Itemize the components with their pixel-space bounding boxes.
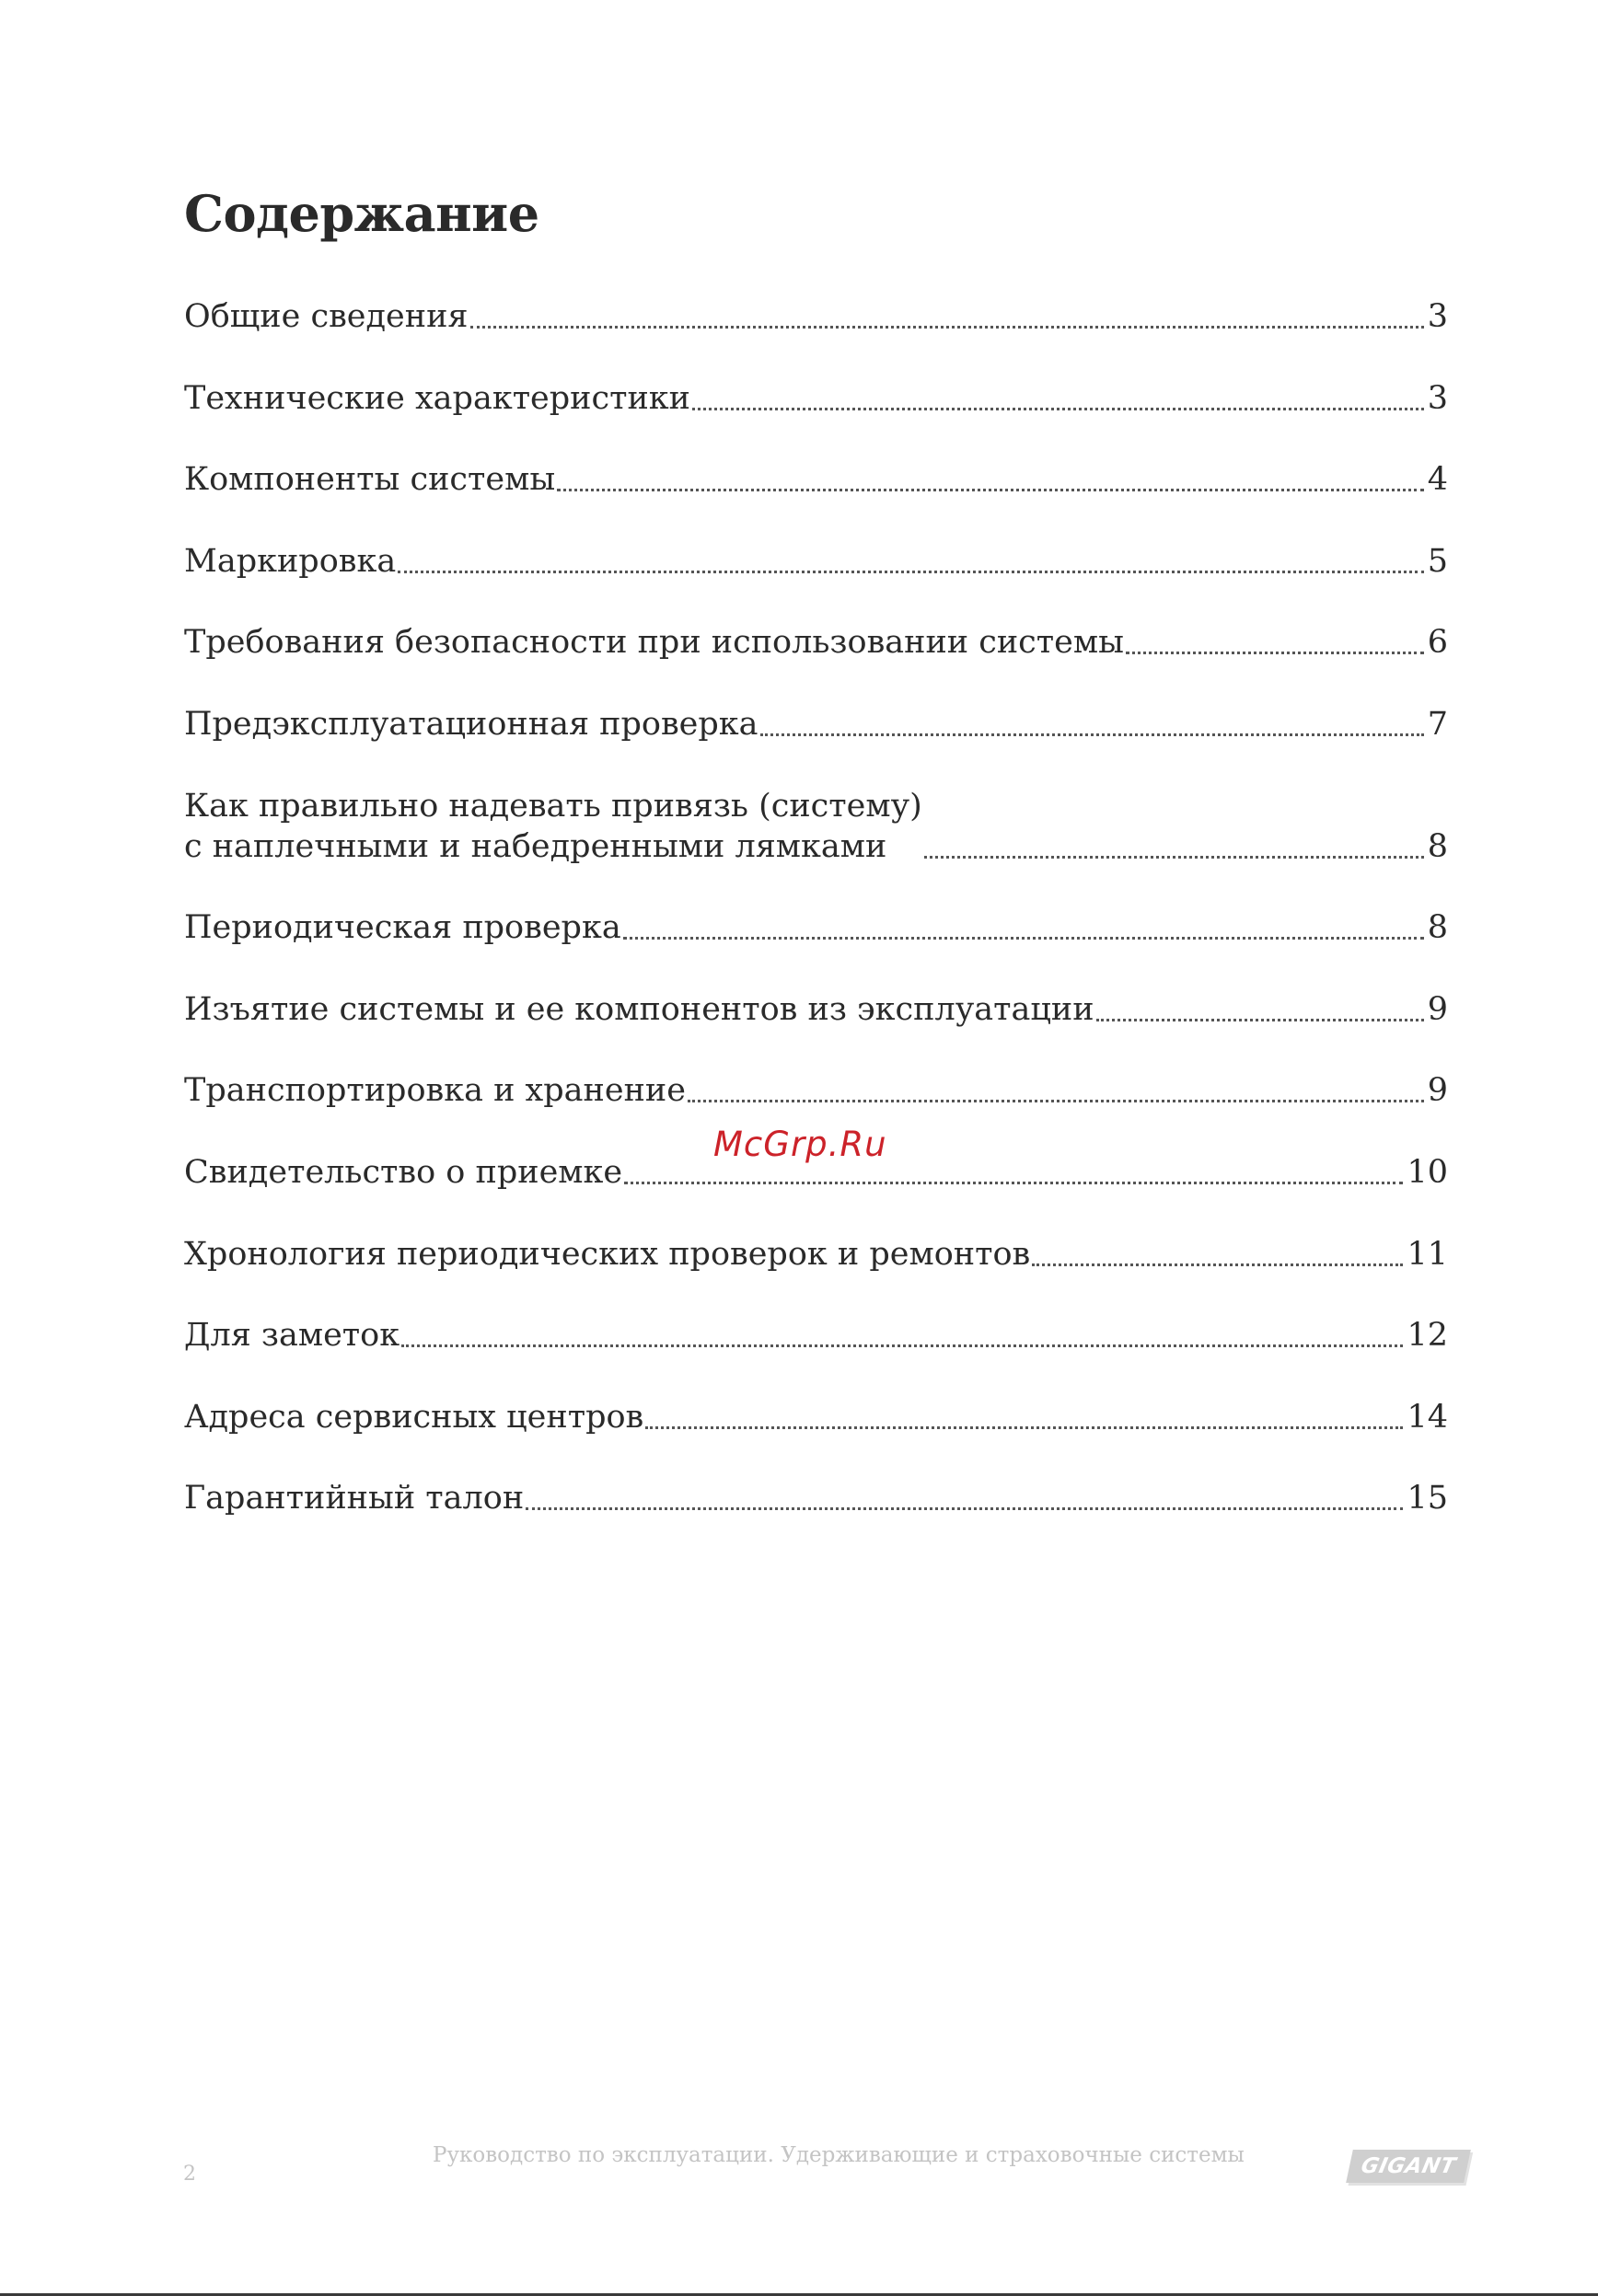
watermark: McGrp.Ru: [713, 1125, 887, 1164]
toc-entry[interactable]: [184, 786, 1448, 867]
toc-entry-page: 4: [1427, 461, 1448, 499]
toc-entry-label: Для заметок: [184, 1317, 400, 1355]
toc-entry[interactable]: [184, 989, 1448, 1030]
toc-entry-page: 3: [1427, 379, 1448, 417]
toc-entry-label: Хронология периодических проверок и ремонтов: [184, 1235, 1031, 1273]
toc-entry-label: Технические характеристики: [184, 379, 691, 417]
toc-entry-page: 15: [1407, 1480, 1448, 1517]
toc-entry-page: 11: [1407, 1235, 1448, 1273]
toc-entry-label: Компоненты системы: [184, 461, 556, 499]
toc-entry[interactable]: [184, 541, 1448, 582]
toc-entry-label: Адреса сервисных центров: [184, 1398, 644, 1436]
toc-entry-page: 12: [1407, 1317, 1448, 1355]
page-title: Содержание: [184, 184, 539, 243]
toc-entry-page: 8: [1427, 909, 1448, 947]
table-of-contents: [184, 296, 1448, 1560]
toc-leader-dots: [1032, 1263, 1403, 1266]
toc-leader-dots: [924, 856, 1424, 859]
toc-entry-label: Гарантийный талон: [184, 1480, 525, 1517]
toc-entry[interactable]: [184, 704, 1448, 744]
toc-entry[interactable]: [184, 907, 1448, 948]
toc-leader-dots: [1096, 1019, 1424, 1021]
toc-entry-page: 5: [1427, 542, 1448, 580]
toc-entry-page: 14: [1407, 1398, 1448, 1436]
toc-entry-label: Свидетельство о приемке: [184, 1153, 623, 1191]
logo-text: GIGANT: [1359, 2154, 1458, 2178]
gigant-logo: [1346, 2150, 1471, 2183]
footer-title: Руководство по эксплуатации. Удерживающие и страховочные системы: [433, 2143, 1245, 2167]
toc-entry-label: Предэксплуатационная проверка: [184, 705, 758, 743]
toc-entry[interactable]: [184, 1234, 1448, 1275]
toc-entry-label: Общие сведения: [184, 298, 469, 335]
toc-entry-page: 9: [1427, 990, 1448, 1028]
toc-entry[interactable]: [184, 1478, 1448, 1518]
toc-leader-dots: [557, 489, 1424, 491]
toc-entry-page: 7: [1427, 705, 1448, 743]
toc-entry-page: 8: [1427, 827, 1448, 865]
toc-entry[interactable]: [184, 1397, 1448, 1437]
toc-entry-label: Как правильно надевать привязь (систему) с наплечными и набедренными лямками: [184, 787, 922, 865]
toc-entry-label: Транспортировка и хранение: [184, 1072, 686, 1110]
toc-entry-page: 3: [1427, 298, 1448, 335]
toc-entry[interactable]: [184, 622, 1448, 663]
toc-entry[interactable]: [184, 1070, 1448, 1111]
toc-entry-label: Маркировка: [184, 542, 397, 580]
toc-leader-dots: [1126, 652, 1424, 654]
toc-leader-dots: [526, 1507, 1403, 1510]
toc-leader-dots: [623, 937, 1424, 940]
toc-entry-label: Изъятие системы и ее компонентов из эксплуатации: [184, 990, 1094, 1028]
toc-leader-dots: [624, 1182, 1403, 1184]
toc-entry-label: Периодическая проверка: [184, 909, 621, 947]
toc-entry-page: 10: [1407, 1153, 1448, 1191]
toc-leader-dots: [692, 408, 1424, 410]
toc-entry[interactable]: [184, 378, 1448, 419]
toc-entry[interactable]: [184, 296, 1448, 337]
toc-entry-page: 9: [1427, 1072, 1448, 1110]
footer-page-number: 2: [183, 2163, 196, 2186]
toc-leader-dots: [645, 1426, 1403, 1429]
toc-entry-page: 6: [1427, 624, 1448, 662]
toc-leader-dots: [401, 1344, 1403, 1347]
toc-entry-label: Требования безопасности при использовании системы: [184, 624, 1124, 662]
toc-leader-dots: [760, 733, 1424, 736]
toc-leader-dots: [398, 571, 1423, 573]
toc-entry[interactable]: [184, 1315, 1448, 1356]
toc-entry[interactable]: [184, 459, 1448, 500]
toc-leader-dots: [470, 326, 1424, 329]
toc-leader-dots: [688, 1100, 1424, 1102]
